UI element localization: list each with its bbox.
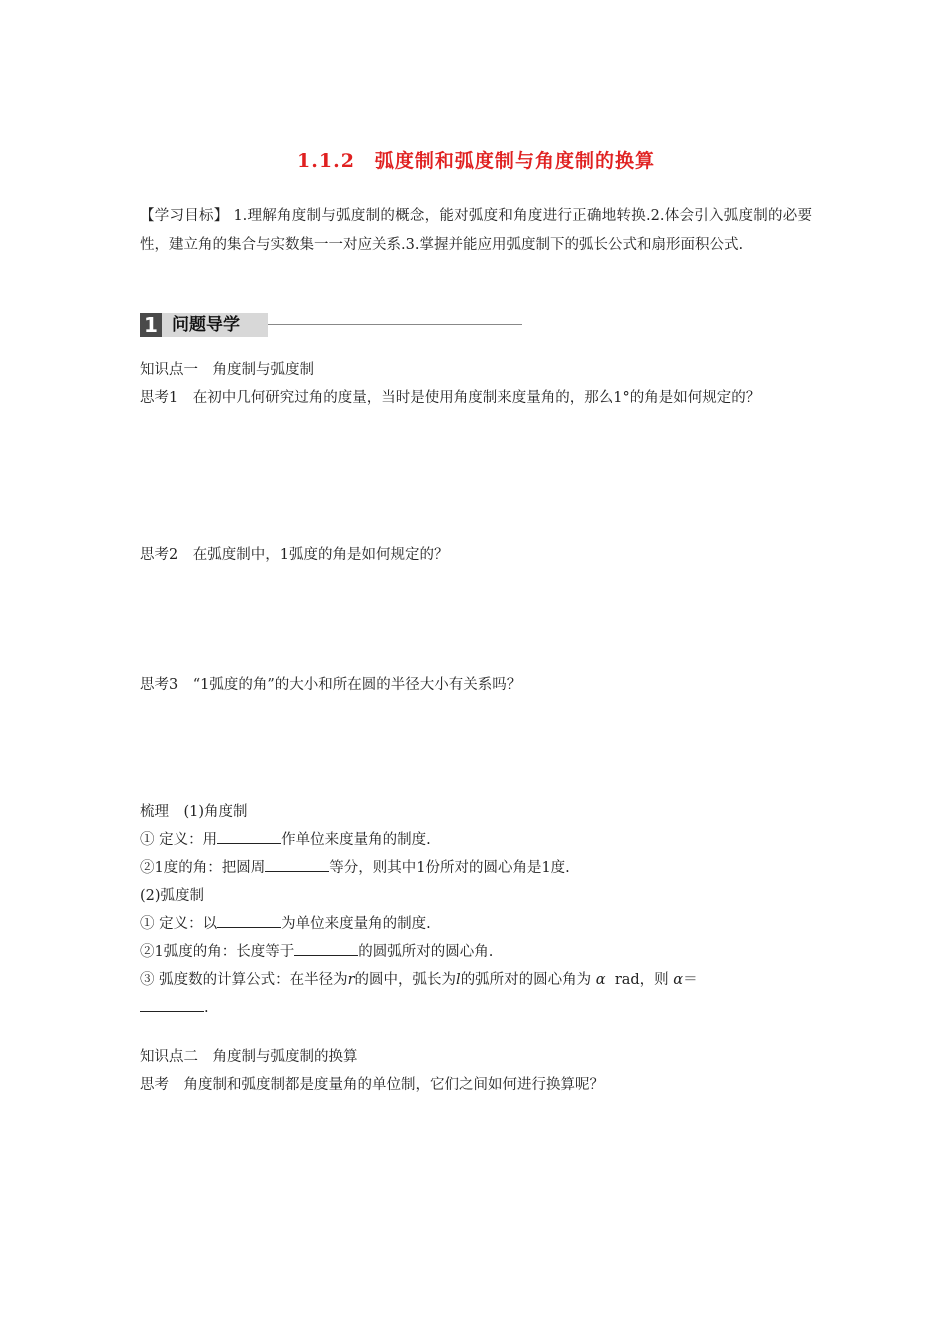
alpha-symbol-2: α (673, 972, 684, 988)
summary-line-6 (140, 969, 812, 991)
fill-blank-4[interactable] (294, 941, 358, 956)
section-number: 1 (140, 313, 162, 337)
kp1-think2: 思考2 在弧度制中，1弧度的角是如何规定的？ (140, 547, 449, 563)
kp2-think: 思考 角度制和弧度制都是度量角的单位制，它们之间如何进行换算呢？ (140, 1077, 604, 1093)
summary-l4b: 为单位来度量角的制度. (281, 916, 431, 932)
learning-objectives (140, 202, 812, 260)
fill-blank-5[interactable] (140, 997, 204, 1012)
summary-line-5 (140, 941, 812, 963)
kp1-heading: 知识点一 角度制与弧度制 (140, 362, 314, 378)
section-divider (268, 324, 522, 325)
summary-l6e: ＝ (683, 972, 698, 988)
summary-heading: 梳理 (1)角度制 (140, 804, 248, 820)
alpha-symbol: α (595, 972, 606, 988)
summary-line-3: (2)弧度制 (140, 888, 205, 904)
kp1-think3: 思考3 “1弧度的角”的大小和所在圆的半径大小有关系吗？ (140, 677, 522, 693)
summary-l5b: 的圆弧所对的圆心角. (358, 944, 494, 960)
summary-l6c: 的弧所对的圆心角为 (460, 972, 592, 988)
summary-l6a: ③ 弧度数的计算公式：在半径为 (140, 972, 348, 988)
objectives-text: 1.理解角度制与弧度制的概念，能对弧度和角度进行正确地转换.2.体会引入弧度制的必要性，建立角的集合与实数集一一对应关系.3.掌握并能应用弧度制下的弧长公式和扇形面积公式. (140, 208, 813, 253)
fill-blank-1[interactable] (217, 829, 281, 844)
section-label: 问题导学 (162, 313, 268, 337)
summary-l2a: ②1度的角：把圆周 (140, 860, 266, 876)
summary-l1a: ① 定义：用 (140, 832, 218, 848)
summary-line-4 (140, 913, 812, 935)
fill-blank-3[interactable] (217, 913, 281, 928)
summary-line-1 (140, 829, 812, 851)
section-banner (140, 313, 525, 337)
summary-l4a: ① 定义：以 (140, 916, 218, 932)
summary-line-2 (140, 857, 812, 879)
kp2-heading: 知识点二 角度制与弧度制的换算 (140, 1049, 358, 1065)
fill-blank-2[interactable] (265, 857, 329, 872)
summary-l6d: rad，则 (614, 972, 669, 988)
summary-l2b: 等分，则其中1份所对的圆心角是1度. (329, 860, 570, 876)
summary-l5a: ②1弧度的角：长度等于 (140, 944, 295, 960)
summary-l1b: 作单位来度量角的制度. (281, 832, 431, 848)
summary-line-7 (140, 997, 812, 1019)
page-title: 1.1.2 弧度制和弧度制与角度制的换算 (297, 150, 655, 172)
summary-l6b: 的圆中，弧长为 (354, 972, 457, 988)
radius-symbol: r (347, 972, 355, 988)
objectives-label: 【学习目标】 (140, 208, 229, 224)
arc-length-symbol: l (456, 972, 461, 988)
summary-l7: . (204, 1000, 209, 1016)
kp1-think1: 思考1 在初中几何研究过角的度量，当时是使用角度制来度量角的，那么1°的角是如何规定的？ (140, 390, 761, 406)
